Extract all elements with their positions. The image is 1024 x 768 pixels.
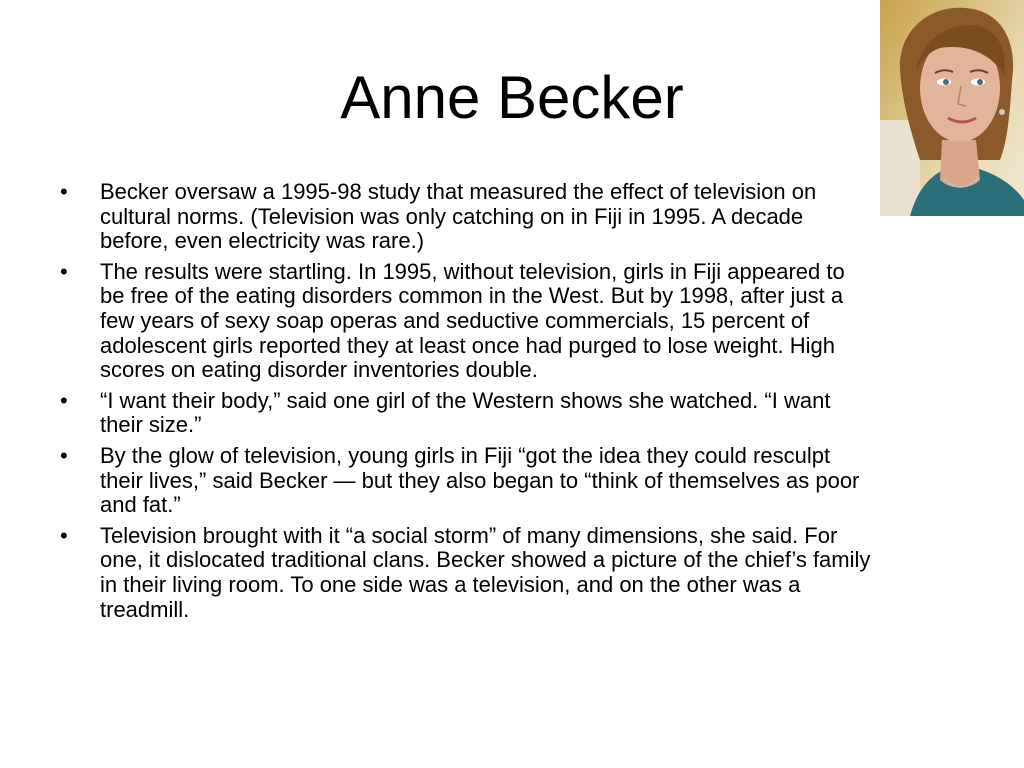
bullet-item — [60, 444, 874, 518]
bullet-text: The results were startling. In 1995, without television, girls in Fiji appeared to be free of the eating disorders common in the West. But by 1998, after just a few years of sexy soap operas and seductive commercials, 15 percent of adolescent girls reported they at least once had purged to lose weight. High scores on eating disorder inventories double. — [100, 258, 845, 383]
bullet-marker: • — [60, 522, 68, 548]
portrait-photo — [880, 0, 1024, 216]
bullet-item — [60, 180, 874, 254]
bullet-text: Television brought with it “a social storm” of many dimensions, she said. For one, it dislocated traditional clans. Becker showed a picture of the chief’s family in their living room. To one side was a television, and on the other was a treadmill. — [100, 522, 871, 622]
bullet-marker: • — [60, 387, 68, 413]
bullet-item — [60, 389, 874, 438]
bullet-item — [60, 524, 874, 622]
portrait-illustration — [880, 0, 1024, 216]
bullet-marker: • — [60, 179, 68, 204]
bullet-text: Becker oversaw a 1995-98 study that measured the effect of television on cultural norms. (Television was only catching on in Fiji in 1995. A decade before, even electricity was rare.) — [100, 179, 817, 254]
bullet-text: By the glow of television, young girls in Fiji “got the idea they could resculpt their lives,” said Becker — but they also began to “think of themselves as poor and fat.” — [100, 442, 860, 518]
bullet-list — [60, 180, 874, 628]
bullet-marker: • — [60, 442, 68, 468]
bullet-text: “I want their body,” said one girl of the Western shows she watched. “I want their size.” — [100, 387, 831, 438]
bullet-marker: • — [60, 258, 68, 284]
bullet-item — [60, 260, 874, 383]
slide-title: Anne Becker — [340, 64, 684, 131]
